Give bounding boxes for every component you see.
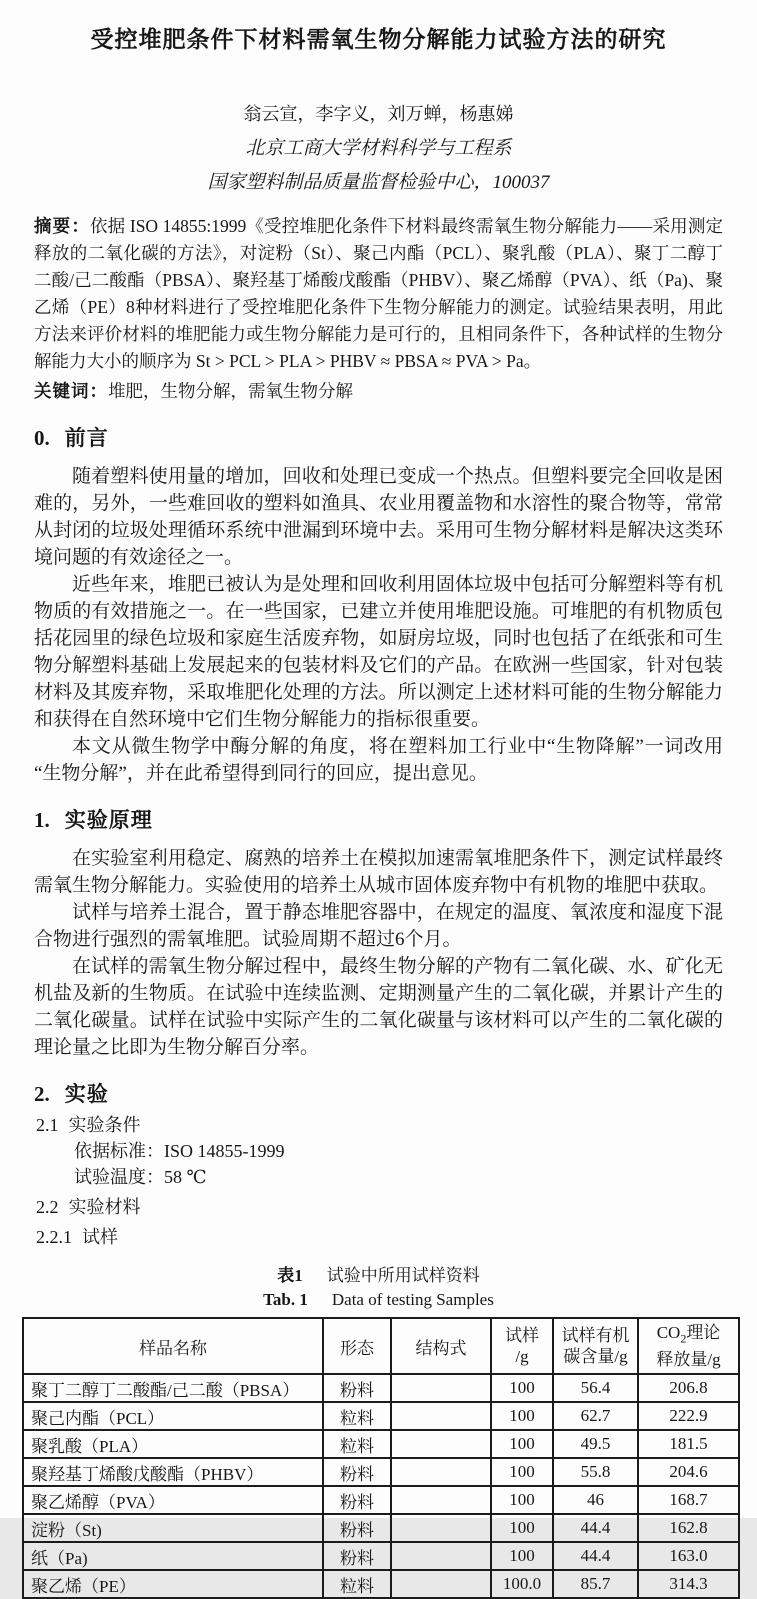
cell-sample-mass: 100 (491, 1430, 553, 1458)
keywords-label: 关键词： (34, 381, 108, 401)
table-row (23, 1374, 739, 1402)
paragraph: 试样与培养土混合，置于静态堆肥容器中，在规定的温度、氧浓度和湿度下混合物进行强烈的需氧堆肥。试验周期不超过6个月。 (34, 902, 723, 950)
col-header-carbon: 试样有机 碳含量/g (553, 1318, 638, 1374)
subsection-2-2: 2.2 实验材料 (36, 1197, 141, 1217)
section-heading-1 (34, 804, 723, 834)
cell-sample-mass: 100.0 (491, 1570, 553, 1598)
abstract-label: 摘要： (34, 216, 90, 236)
table-row (23, 1430, 739, 1458)
cell-structure (391, 1374, 491, 1402)
cell-sample-name: 聚丁二醇丁二酸酯/己二酸（PBSA） (23, 1374, 323, 1402)
paragraph: 近些年来，堆肥已被认为是处理和回收利用固体垃圾中包括可分解塑料等有机物质的有效措施之一。在一些国家，已建立并使用堆肥设施。可堆肥的有机物质包括花园里的绿色垃圾和家庭生活废弃物，如厨房垃圾，同时也包括了在纸张和可生物分解塑料基础上发展起来的包装材料及它们的产品。在欧洲一些国家，针对包装材料及其废弃物，采取堆肥化处理的方法。所以测定上述材料可能的生物分解能力和获得在自然环境中它们生物分解能力的指标很重要。 (34, 574, 723, 730)
condition-temperature: 试验温度：58 ℃ (74, 1167, 207, 1187)
abstract-paragraph (34, 213, 723, 375)
section-number: 0. (34, 426, 50, 450)
cell-structure (391, 1570, 491, 1598)
cell-carbon: 62.7 (553, 1402, 638, 1430)
cell-sample-mass: 100 (491, 1514, 553, 1542)
subsection-2-1: 2.1 实验条件 (36, 1115, 141, 1135)
cell-sample-name: 聚己内酯（PCL） (23, 1402, 323, 1430)
cell-sample-name: 纸（Pa) (23, 1542, 323, 1570)
paragraph: 在实验室利用稳定、腐熟的培养土在模拟加速需氧堆肥条件下，测定试样最终需氧生物分解能力。实验使用的培养土从城市固体废弃物中有机物的堆肥中获取。 (34, 848, 723, 896)
cell-sample-mass: 100 (491, 1402, 553, 1430)
table-row (23, 1402, 739, 1430)
cell-structure (391, 1458, 491, 1486)
abstract-text: 依据 ISO 14855:1999《受控堆肥化条件下材料最终需氧生物分解能力——采用测定释放的二氧化碳的方法》，对淀粉（St）、聚己内酯（PCL）、聚乳酸（PLA）、聚丁二醇丁二酸/己二酸酯（PBSA）、聚羟基丁烯酸戊酸酯（PHBV）、聚乙烯醇（PVA）、纸（Pa)、聚乙烯（PE）8种材料进行了受控堆肥化条件下生物分解能力的测定。试验结果表明，用此方法来评价材料的堆肥能力或生物分解能力是可行的，且相同条件下，各种试样的生物分解能力大小的顺序为 St > PCL > PLA > PHBV ≈ PBSA ≈ PVA > Pa。 (34, 216, 724, 371)
section-title: 实验原理 (64, 808, 153, 832)
cell-structure (391, 1402, 491, 1430)
cell-co2: 181.5 (638, 1430, 739, 1458)
table-caption-en: Tab. 1 Data of testing Samples (263, 1290, 494, 1309)
cell-co2: 163.0 (638, 1542, 739, 1570)
cell-structure (391, 1514, 491, 1542)
cell-sample-name: 聚乙烯（PE） (23, 1570, 323, 1598)
affiliation-line-2: 国家塑料制品质量监督检验中心，100037 (207, 172, 550, 193)
cell-sample-name: 聚乳酸（PLA） (23, 1430, 323, 1458)
cell-carbon: 44.4 (553, 1514, 638, 1542)
cell-co2: 168.7 (638, 1486, 739, 1514)
keywords-text: 堆肥，生物分解，需氧生物分解 (108, 381, 353, 401)
samples-table (22, 1317, 740, 1599)
table-row (23, 1514, 739, 1542)
section-number: 2. (34, 1082, 50, 1106)
cell-co2: 162.8 (638, 1514, 739, 1542)
paragraph: 本文从微生物学中酶分解的角度，将在塑料加工行业中“生物降解”一词改用“生物分解”，并在此希望得到同行的回应，提出意见。 (34, 736, 723, 784)
condition-standard: 依据标准：ISO 14855-1999 (74, 1141, 285, 1161)
cell-co2: 222.9 (638, 1402, 739, 1430)
paragraph: 随着塑料使用量的增加，回收和处理已变成一个热点。但塑料要完全回收是困难的，另外，一些难回收的塑料如渔具、农业用覆盖物和水溶性的聚合物等，常常从封闭的垃圾处理循环系统中泄漏到环境中去。采用可生物分解材料是解决这类环境问题的有效途径之一。 (34, 466, 723, 568)
cell-co2: 206.8 (638, 1374, 739, 1402)
section-heading-0 (34, 422, 723, 452)
paper-title: 受控堆肥条件下材料需氧生物分解能力试验方法的研究 (90, 27, 667, 52)
section-title: 前言 (64, 426, 109, 450)
cell-co2: 204.6 (638, 1458, 739, 1486)
cell-carbon: 44.4 (553, 1542, 638, 1570)
cell-form: 粉料 (323, 1374, 391, 1402)
cell-form: 粉料 (323, 1542, 391, 1570)
cell-form: 粒料 (323, 1430, 391, 1458)
section-number: 1. (34, 808, 50, 832)
cell-sample-mass: 100 (491, 1542, 553, 1570)
table-caption-cn: 表1 试验中所用试样资料 (277, 1266, 480, 1285)
cell-sample-name: 淀粉（St) (23, 1514, 323, 1542)
table-row (23, 1542, 739, 1570)
affiliation-line-1: 北京工商大学材料科学与工程系 (245, 138, 512, 159)
cell-carbon: 85.7 (553, 1570, 638, 1598)
cell-structure (391, 1542, 491, 1570)
table-row (23, 1570, 739, 1598)
col-header-co2: $CO_2$理论 释放量/g (638, 1318, 739, 1374)
cell-co2: 314.3 (638, 1570, 739, 1598)
cell-carbon: 55.8 (553, 1458, 638, 1486)
cell-carbon: 46 (553, 1486, 638, 1514)
col-header-name: 样品名称 (23, 1318, 323, 1374)
cell-form: 粉料 (323, 1486, 391, 1514)
table-row (23, 1458, 739, 1486)
cell-structure (391, 1430, 491, 1458)
cell-sample-mass: 100 (491, 1486, 553, 1514)
col-header-form: 形态 (323, 1318, 391, 1374)
cell-form: 粉料 (323, 1458, 391, 1486)
cell-sample-mass: 100 (491, 1374, 553, 1402)
table-header-row (23, 1318, 739, 1374)
cell-structure (391, 1486, 491, 1514)
cell-sample-name: 聚乙烯醇（PVA） (23, 1486, 323, 1514)
col-header-sample: 试样 /g (491, 1318, 553, 1374)
section-heading-2 (34, 1078, 723, 1108)
paragraph: 在试样的需氧生物分解过程中，最终生物分解的产物有二氧化碳、水、矿化无机盐及新的生物质。在试验中连续监测、定期测量产生的二氧化碳，并累计产生的二氧化碳量。试样在试验中实际产生的二氧化碳量与该材料可以产生的二氧化碳的理论量之比即为生物分解百分率。 (34, 956, 723, 1058)
cell-form: 粒料 (323, 1402, 391, 1430)
col-header-structure: 结构式 (391, 1318, 491, 1374)
cell-sample-mass: 100 (491, 1458, 553, 1486)
keywords-line (34, 378, 723, 405)
table-row (23, 1486, 739, 1514)
cell-form: 粒料 (323, 1570, 391, 1598)
cell-form: 粉料 (323, 1514, 391, 1542)
subsection-2-2-1: 2.2.1 试样 (36, 1227, 118, 1247)
cell-carbon: 56.4 (553, 1374, 638, 1402)
section-title: 实验 (64, 1082, 109, 1106)
authors-line: 翁云宣，李字义，刘万蝉，杨惠娣 (243, 104, 514, 124)
cell-sample-name: 聚羟基丁烯酸戊酸酯（PHBV） (23, 1458, 323, 1486)
cell-carbon: 49.5 (553, 1430, 638, 1458)
